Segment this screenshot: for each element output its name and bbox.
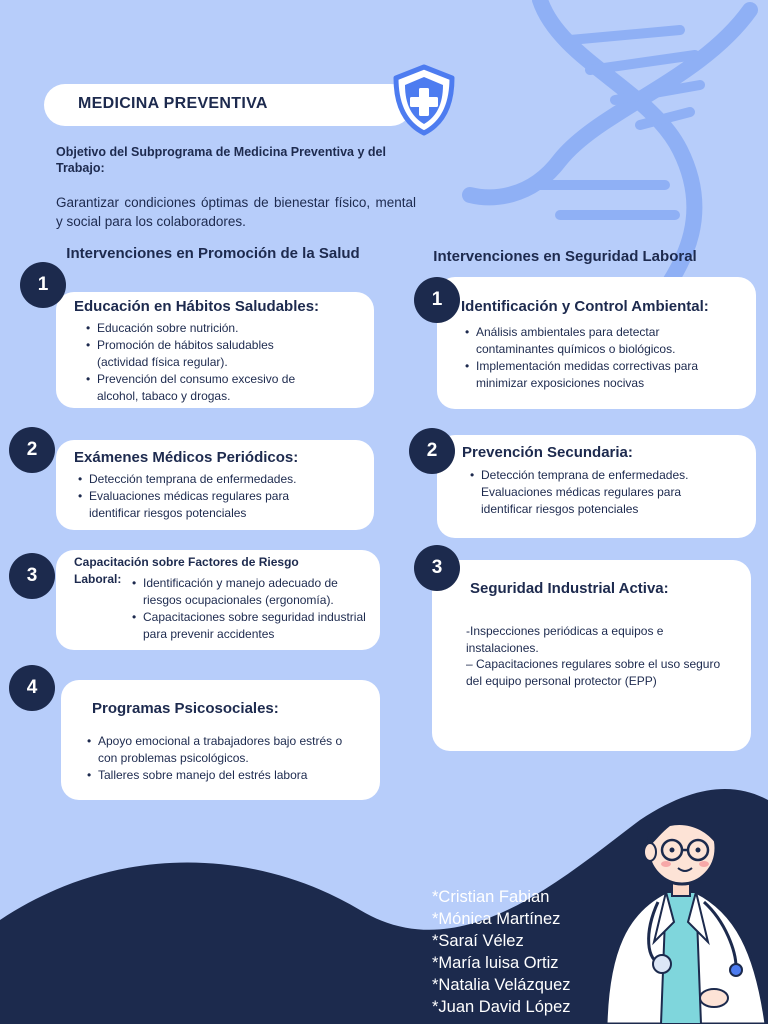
list-item: • Educación sobre nutrición.: [84, 320, 324, 337]
author-name: *Juan David López: [432, 998, 571, 1016]
card-prevencion-secundaria: [437, 435, 756, 538]
authors-list: [432, 886, 571, 1018]
right-column-heading: Intervenciones en Seguridad Laboral: [433, 248, 697, 265]
card-title: Capacitación sobre Factores de Riesgo: [74, 555, 299, 569]
doctor-illustration: [596, 792, 768, 1024]
number-badge: 1: [20, 262, 66, 308]
card-list: [85, 733, 345, 784]
card-title: Prevención Secundaria:: [462, 444, 633, 461]
card-seguridad-industrial: [432, 560, 751, 751]
card-examenes-medicos: [56, 440, 374, 530]
number-badge: 3: [9, 553, 55, 599]
list-item: • Implementación medidas correctivas para minimizar exposiciones nocivas: [463, 358, 723, 392]
card-list: [463, 324, 723, 392]
left-column-heading: Intervenciones en Promoción de la Salud: [66, 245, 360, 262]
card-identificacion-control: [437, 277, 756, 409]
list-item: • Apoyo emocional a trabajadores bajo estrés o con problemas psicológicos.: [85, 733, 345, 767]
card-title: Educación en Hábitos Saludables:: [74, 298, 320, 315]
number-badge: 2: [409, 428, 455, 474]
author-name: *Natalia Velázquez: [432, 976, 571, 994]
objective-title: Objetivo del Subprograma de Medicina Preventiva y del Trabajo:: [56, 145, 386, 175]
list-item: • Evaluaciones médicas regulares para identificar riesgos potenciales: [76, 488, 336, 522]
list-item: • Identificación y manejo adecuado de riesgos ocupacionales (ergonomía).: [130, 575, 366, 609]
list-item: • Detección temprana de enfermedades. Evaluaciones médicas regulares para identificar riesgos potenciales: [468, 467, 718, 518]
card-title: Exámenes Médicos Periódicos:: [74, 449, 299, 466]
card-capacitacion-riesgo: [56, 550, 380, 650]
card-title-suffix: Laboral:: [74, 572, 122, 586]
page-title: MEDICINA PREVENTIVA: [44, 84, 412, 126]
card-line: -Inspecciones periódicas a equipos e instalaciones.: [466, 624, 664, 655]
list-item: • Promoción de hábitos saludables (actividad física regular).: [84, 337, 324, 371]
card-list: [76, 471, 336, 522]
list-item: • Capacitaciones sobre seguridad industrial para prevenir accidentes: [130, 609, 366, 643]
card-title: Programas Psicosociales:: [92, 700, 279, 717]
list-item: • Detección temprana de enfermedades.: [76, 471, 336, 488]
card-title: Identificación y Control Ambiental:: [461, 298, 709, 315]
number-badge: 4: [9, 665, 55, 711]
author-name: *Mónica Martínez: [432, 910, 561, 928]
card-list: [130, 575, 366, 643]
card-title: Seguridad Industrial Activa:: [470, 580, 669, 597]
list-item: • Análisis ambientales para detectar contaminantes químicos o biológicos.: [463, 324, 723, 358]
card-line: – Capacitaciones regulares sobre el uso seguro del equipo personal protector (EPP): [466, 657, 721, 688]
author-name: *María luisa Ortiz: [432, 954, 559, 972]
card-educacion-habitos: [56, 292, 374, 408]
author-name: *Cristian Fabian: [432, 888, 550, 906]
list-item: • Talleres sobre manejo del estrés labora: [85, 767, 345, 784]
number-badge: 3: [414, 545, 460, 591]
card-list: [468, 467, 718, 518]
number-badge: 1: [414, 277, 460, 323]
number-badge: 2: [9, 427, 55, 473]
author-name: *Saraí Vélez: [432, 932, 524, 950]
card-programas-psicosociales: [61, 680, 380, 800]
medical-shield-icon: [390, 64, 458, 136]
card-list: [84, 320, 324, 405]
list-item: • Prevención del consumo excesivo de alcohol, tabaco y drogas.: [84, 371, 324, 405]
objective-text: Garantizar condiciones óptimas de bienestar físico, mental y social para los colaboradores.: [56, 195, 416, 229]
